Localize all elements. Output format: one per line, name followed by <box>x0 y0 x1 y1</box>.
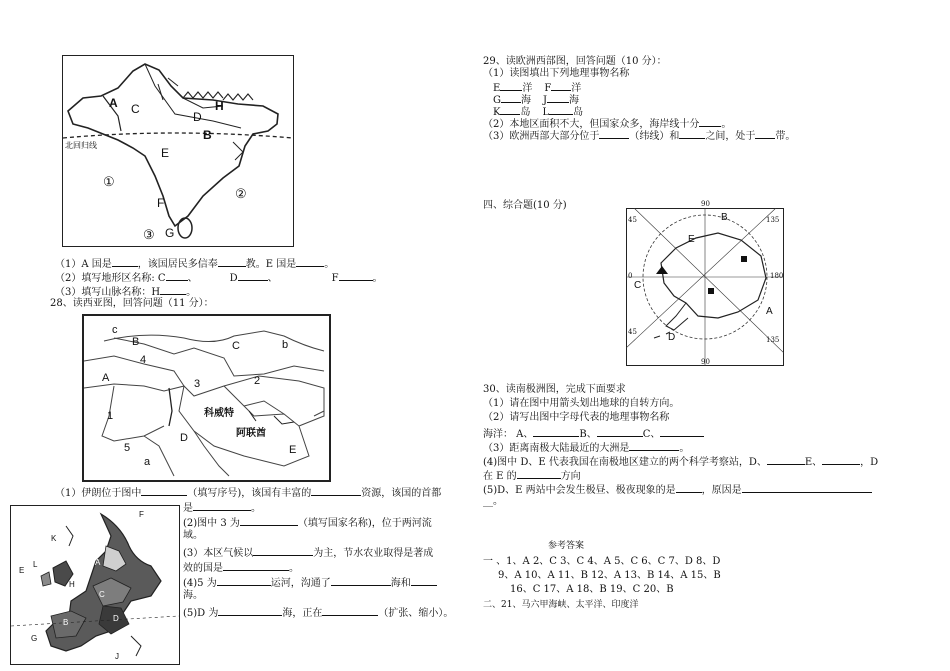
wa-label-3: 3 <box>194 378 201 390</box>
india-map-label-f: F <box>157 196 165 210</box>
q30-4b: 。 <box>679 443 690 454</box>
q29-f: F <box>544 83 552 94</box>
q29-k2: 岛 <box>520 107 531 118</box>
south-asia-map <box>62 55 294 247</box>
q29-3d: 带。 <box>775 131 796 142</box>
q29-3b: （纬线）和 <box>629 131 680 142</box>
answers-line-2: 9、A 10、A 11、B 12、A 13、B 14、A 15、B <box>498 570 721 581</box>
q29-j2: 海 <box>569 95 580 106</box>
q30-3b: B、 <box>579 429 597 440</box>
antarctica-lon-135-br: 135 <box>766 336 780 344</box>
q28-2b: （填写国家名称)，位于两河流 <box>297 518 432 529</box>
q30-title: 30、读南极洲图，完成下面要求 <box>483 384 626 395</box>
q28-3a: (3）本区气候以 <box>183 548 254 559</box>
q29-g: G <box>493 95 501 106</box>
blank[interactable] <box>322 605 378 616</box>
india-map-label-g: G <box>165 226 175 240</box>
eu-label-e: E <box>19 566 25 575</box>
q28-line-1b <box>183 500 261 515</box>
wa-label-4: 4 <box>140 354 147 366</box>
antarctica-map-drawing <box>626 208 784 366</box>
q29-l: L <box>542 107 550 118</box>
antarctica-lon-45-tl: 45 <box>628 216 637 224</box>
antarctica-label-a: A <box>766 306 773 317</box>
blank[interactable] <box>331 575 391 586</box>
blank[interactable] <box>533 426 579 437</box>
india-map-label-a: A <box>109 96 118 110</box>
west-asia-map <box>82 314 331 482</box>
q30-line-4 <box>483 440 689 455</box>
blank[interactable] <box>676 482 702 493</box>
blank[interactable] <box>699 116 721 127</box>
blank[interactable] <box>500 80 522 91</box>
blank[interactable] <box>217 575 271 586</box>
antarctica-label-e: E <box>688 234 695 245</box>
blank[interactable] <box>296 256 324 267</box>
india-map-label-b: B <box>203 128 212 142</box>
q28-3b: 为主，节水农业取得是著成 <box>313 548 434 559</box>
q29-j: J <box>543 95 548 106</box>
q28-4b: 运河，沟通了 <box>270 578 331 589</box>
antarctica-lon-0: 0 <box>628 272 633 280</box>
blank[interactable] <box>551 80 571 91</box>
q29-k: K <box>493 107 501 118</box>
wa-label-a-lower: a <box>144 456 151 468</box>
q29-2b: 。 <box>721 119 732 130</box>
q30-line-7 <box>483 482 872 497</box>
blank[interactable] <box>160 284 186 295</box>
q30-5b: E、 <box>804 457 823 468</box>
q30-6a: 在 E 的 <box>483 471 517 482</box>
india-map-label-c: C <box>131 102 140 116</box>
q27-2f: 。 <box>372 273 383 284</box>
q28-title: 28、读西亚图，回答问题（11 分）： <box>50 298 214 309</box>
wa-label-b-upper: B <box>132 336 140 348</box>
blank[interactable] <box>629 440 679 451</box>
south-asia-map-drawing <box>63 56 293 246</box>
answers-line-1: 一 、1、A 2、C 3、C 4、A 5、C 6、C 7、D 8、D <box>483 556 721 567</box>
q29-g2: 海 <box>521 95 531 106</box>
section-4-title: 四、综合题(10 分) <box>483 200 567 211</box>
q27-3a: （3）填写山脉名称：H <box>55 287 161 298</box>
q27-3b: 。 <box>186 287 197 298</box>
blank[interactable] <box>597 426 643 437</box>
q29-sub1: （1）读图填出下列地理事物名称 <box>483 68 630 79</box>
eu-label-h: H <box>69 580 75 589</box>
q29-3a: （3）欧洲西部大部分位于 <box>483 131 600 142</box>
q27-2e: F <box>331 273 339 284</box>
q28-5b: 海，正在 <box>282 608 323 619</box>
eu-label-k: K <box>51 534 57 543</box>
q29-title: 29、读欧洲西部图，回答问题（10 分）： <box>483 56 667 67</box>
blank[interactable] <box>253 545 313 556</box>
eu-label-c: C <box>99 590 105 599</box>
blank[interactable] <box>218 256 246 267</box>
blank[interactable] <box>238 270 268 281</box>
eu-label-j: J <box>115 652 119 661</box>
blank[interactable] <box>679 128 705 139</box>
eu-label-d: D <box>113 614 119 623</box>
antarctica-lon-90-top: 90 <box>701 200 710 208</box>
wa-label-b-lower: b <box>282 339 289 351</box>
antarctica-lon-45-bl: 45 <box>628 328 637 336</box>
q27-1c: 教。E 国是 <box>245 259 297 270</box>
eu-label-l: L <box>33 560 38 569</box>
q27-2c: D <box>229 273 238 284</box>
eu-label-g: G <box>31 634 38 643</box>
q28-5a: (5)D 为 <box>183 608 219 619</box>
answers-title: 参考答案 <box>548 541 585 551</box>
q30-line-2: （2）请写出图中字母代表的地理事物名称 <box>483 412 670 423</box>
q30-line-8: __。 <box>483 496 503 507</box>
q28-1e: 。 <box>251 503 261 514</box>
q28-3d: 。 <box>289 563 299 574</box>
q27-1d: 。 <box>324 259 335 270</box>
eu-label-b: B <box>63 618 69 627</box>
q27-line-3 <box>55 284 196 299</box>
q27-2d: 、 <box>267 273 278 284</box>
q29-l2: 岛 <box>573 107 584 118</box>
q27-1b: ，该国居民多信奉 <box>137 259 218 270</box>
q29-2a: （2）本地区面积不大，但国家众多，海岸线十分 <box>483 119 700 130</box>
q28-line-5 <box>183 605 453 620</box>
q30-7a: (5)D、E 两站中会发生极昼、极夜现象的是 <box>483 485 676 496</box>
antarctica-label-b: B <box>721 212 728 223</box>
wa-label-5: 5 <box>124 442 131 454</box>
q28-line-3b <box>183 560 299 575</box>
blank[interactable] <box>547 92 569 103</box>
blank[interactable] <box>218 605 282 616</box>
q30-line-5 <box>483 454 878 469</box>
antarctica-map <box>626 200 784 366</box>
q28-line-2 <box>183 515 432 530</box>
q28-1d: 是 <box>183 503 193 514</box>
q27-2b: 、 <box>187 273 198 284</box>
q30-line-1: （1）请在图中用箭头划出地球的自转方向。 <box>483 398 680 409</box>
antarctica-lon-180: 180 <box>770 272 784 280</box>
blank[interactable] <box>193 500 251 511</box>
q28-5c: （扩张、缩小）。 <box>378 608 454 619</box>
eu-label-a: A <box>95 558 101 567</box>
q28-line-3 <box>183 545 433 560</box>
india-map-label-e: E <box>161 146 170 160</box>
kuwait-label: 科威特 <box>204 408 234 419</box>
q28-4c: 海和 <box>390 578 411 589</box>
q30-4a: （3）距离南极大陆最近的大洲是 <box>483 443 630 454</box>
blank[interactable] <box>240 515 298 526</box>
antarctica-label-d: D <box>668 332 676 343</box>
q28-4a: (4)5 为 <box>183 578 217 589</box>
q27-line-2 <box>55 270 383 285</box>
q27-1a: （1）A 国是 <box>55 259 112 270</box>
wa-label-e: E <box>289 444 297 456</box>
india-map-label-region-2: ② <box>235 186 247 201</box>
blank[interactable] <box>517 468 561 479</box>
blank[interactable] <box>599 128 629 139</box>
q28-3c: 效的国是 <box>183 563 223 574</box>
india-map-label-d: D <box>193 110 202 124</box>
blank[interactable] <box>501 92 521 103</box>
q28-1c: 资源，该国的首都 <box>361 488 442 499</box>
q30-3a: 海洋： A、 <box>483 429 534 440</box>
q30-6b: 方向 <box>560 471 581 482</box>
wa-label-2: 2 <box>254 375 261 387</box>
eu-label-f: F <box>139 510 144 519</box>
blank[interactable] <box>411 575 437 586</box>
q30-5c: ，D <box>860 457 879 468</box>
q28-1a: （1）伊朗位于图中 <box>55 488 142 499</box>
blank[interactable] <box>339 270 373 281</box>
q30-line-6 <box>483 468 581 483</box>
wa-label-c-upper: C <box>232 340 240 352</box>
wa-label-1: 1 <box>107 410 114 422</box>
q28-line-2b: 域。 <box>183 530 203 541</box>
blank[interactable] <box>767 454 805 465</box>
blank[interactable] <box>660 426 704 437</box>
antarctica-label-c: C <box>634 280 642 291</box>
q30-line-3 <box>483 426 704 441</box>
q30-5a: (4)图中 D、E 代表我国在南极地区建立的两个科学考察站，D、 <box>483 457 767 468</box>
blank[interactable] <box>166 270 188 281</box>
blank[interactable] <box>549 104 573 115</box>
blank[interactable] <box>112 256 138 267</box>
q28-line-1 <box>55 485 441 500</box>
west-europe-map <box>10 505 180 665</box>
q27-line-1 <box>55 256 334 271</box>
blank[interactable] <box>742 482 872 493</box>
wa-label-d: D <box>180 432 188 444</box>
antarctica-lon-135-tr: 135 <box>766 216 780 224</box>
blank[interactable] <box>822 454 860 465</box>
q28-line-4 <box>183 575 437 590</box>
wa-label-a-upper: A <box>102 372 110 384</box>
q30-7b: ，原因是 <box>701 485 742 496</box>
q27-2a: （2）填写地形区名称: C <box>55 273 166 284</box>
q28-line-4b: 海。 <box>183 590 203 601</box>
india-map-label-region-3: ③ <box>143 227 155 242</box>
tropic-of-cancer-label: 北回归线 <box>65 141 97 150</box>
q29-line-3 <box>483 128 795 143</box>
blank[interactable] <box>223 560 289 571</box>
q29-e2: 洋 <box>522 83 533 94</box>
blank[interactable] <box>311 485 361 496</box>
answers-line-4: 二、21、马六甲海峡、太平洋、印度洋 <box>483 600 639 610</box>
blank[interactable] <box>500 104 520 115</box>
india-map-label-h: H <box>215 99 224 113</box>
q29-f2: 洋 <box>571 83 582 94</box>
q30-3c: C、 <box>642 429 661 440</box>
india-map-label-region-1: ① <box>103 174 115 189</box>
q29-e: E <box>493 83 501 94</box>
antarctica-lon-90-bottom: 90 <box>701 358 710 366</box>
blank[interactable] <box>141 485 187 496</box>
q29-3c: 之间，处于 <box>705 131 756 142</box>
uae-label: 阿联酋 <box>236 428 266 439</box>
wa-label-c-lower: c <box>112 324 118 336</box>
q28-2a: (2)图中 3 为 <box>183 518 240 529</box>
blank[interactable] <box>755 128 775 139</box>
q28-1b: （填写序号)，该国有丰富的 <box>187 488 312 499</box>
answers-line-3: 16、C 17、A 18、B 19、C 20、B <box>510 584 674 595</box>
